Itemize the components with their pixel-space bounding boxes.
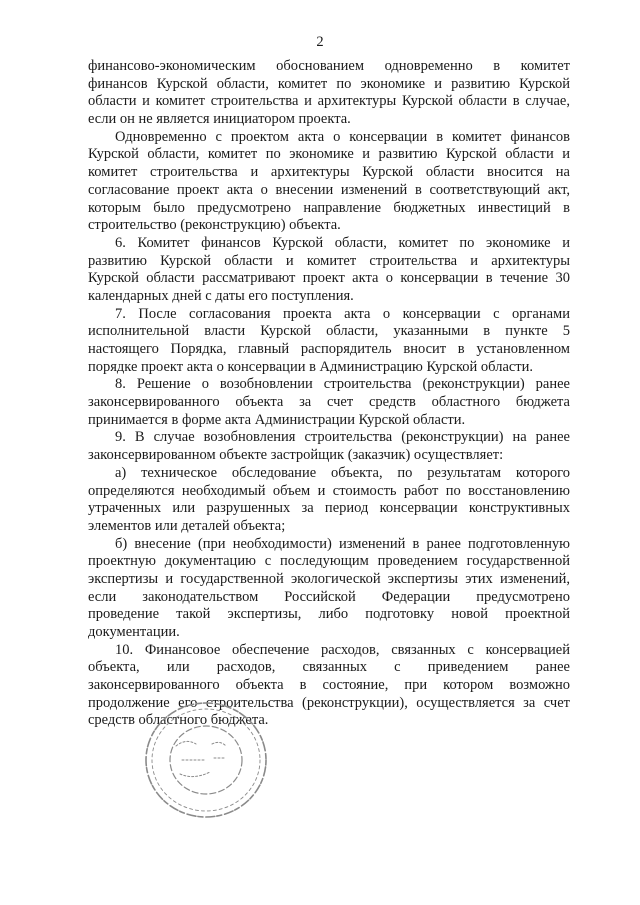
paragraph xyxy=(88,465,570,536)
text-line: Курской области рассматривают проект акта о консервации в течение 30 xyxy=(88,270,570,287)
text-line: согласование проект акта о внесении изменений в соответствующий акт, xyxy=(88,181,570,198)
text-line: законсервированном объекте застройщик (заказчик) осуществляет: xyxy=(88,447,504,464)
text-line: исполнительной власти Курской области, указанными в пункте 5 xyxy=(88,323,570,340)
text-line: если законодательством Российской Федерации предусмотрено xyxy=(88,588,570,605)
text-line: календарных дней с даты его поступления. xyxy=(88,287,354,304)
text-line: законсервированного объекта за счет средств областного бюджета xyxy=(88,394,570,411)
text-line: финансово-экономическим обоснованием одновременно в комитет xyxy=(88,58,570,74)
paragraph xyxy=(88,429,570,464)
text-line: настоящего Порядка, главный распорядитель вносит в установленном xyxy=(88,341,570,357)
text-line: документации. xyxy=(88,624,180,640)
text-line: б) внесение (при необходимости) изменений в ранее подготовленную xyxy=(115,535,570,552)
official-seal-icon xyxy=(142,698,270,822)
text-line: проектную документацию с последующим проведением государственной xyxy=(88,553,570,570)
page-number: 2 xyxy=(316,34,324,50)
text-line: определяются необходимый объем и стоимость работ по восстановлению xyxy=(88,482,570,499)
text-line: принимается в форме акта Администрации Курской области. xyxy=(88,411,466,428)
text-line: проведение такой экспертизы, либо подготовку новой проектной xyxy=(88,606,570,623)
text-line: 7. После согласования проекта акта о консервации с органами xyxy=(115,305,570,322)
paragraph xyxy=(88,536,570,642)
paragraph xyxy=(88,306,570,377)
text-line: Одновременно с проектом акта о консервации в комитет финансов xyxy=(115,128,570,145)
text-line: средств областного бюджета. xyxy=(88,712,269,729)
paragraph xyxy=(88,376,570,429)
paragraph xyxy=(88,58,570,129)
text-line: строительство (реконструкцию) объекта. xyxy=(88,217,341,234)
paragraph xyxy=(88,235,570,306)
text-line: 10. Финансовое обеспечение расходов, связанных с консервацией xyxy=(115,641,570,658)
document-body xyxy=(88,58,570,730)
text-line: законсервированного объекта в состояние, при котором возможно xyxy=(88,677,570,694)
text-line: элементов или деталей объекта; xyxy=(88,517,286,534)
text-line: которым было предусмотрено направление бюджетных инвестиций в xyxy=(88,199,570,216)
text-line: 6. Комитет финансов Курской области, комитет по экономике и xyxy=(115,234,570,251)
text-line: если он не является инициатором проекта. xyxy=(88,111,351,128)
text-line: объекта, или расходов, связанных с приведением ранее xyxy=(88,659,570,676)
text-line: развитию Курской области и комитет строительства и архитектуры xyxy=(88,252,570,269)
text-line: области и комитет строительства и архитектуры Курской области в случае, xyxy=(88,93,570,110)
text-line: продолжение его строительства (реконструкции), осуществляется за счет xyxy=(88,694,570,711)
text-line: а) техническое обследование объекта, по результатам которого xyxy=(115,464,570,481)
text-line: 9. В случае возобновления строительства (реконструкции) на ранее xyxy=(115,429,570,446)
text-line: финансов Курской области, комитет по экономике и развитию Курской xyxy=(88,75,570,92)
text-line: Курской области, комитет по экономике и развитию Курской области и xyxy=(88,146,570,163)
text-line: порядке проект акта о консервации в Администрацию Курской области. xyxy=(88,358,534,375)
paragraph xyxy=(88,129,570,235)
text-line: 8. Решение о возобновлении строительства (реконструкции) ранее xyxy=(115,376,570,393)
text-line: экспертизы и государственной экологической экспертизы этих изменений, xyxy=(88,570,570,587)
text-line: комитет строительства и архитектуры Курской области вносится на xyxy=(88,164,570,181)
text-line: утраченных или разрушенных за период консервации конструктивных xyxy=(88,500,570,517)
